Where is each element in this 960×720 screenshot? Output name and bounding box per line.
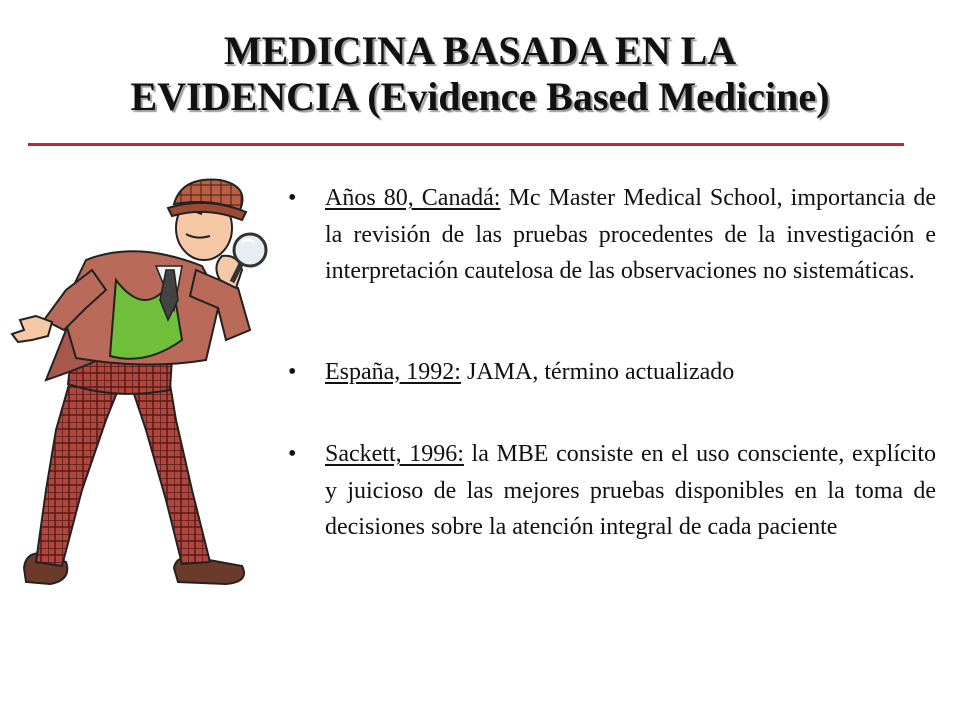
- bullet-text: la MBE consiste en el uso consciente, explícito y juicioso de las mejores pruebas disponibles en la toma de decisiones sobre la atención integral de cada paciente: [325, 441, 936, 540]
- title-divider: [28, 143, 904, 146]
- bullet-text: Mc Master Medical School, importancia de la revisión de las pruebas procedentes de la investigación e interpretación cautelosa de las observaciones no sistemáticas.: [325, 185, 936, 284]
- title-line-2: EVIDENCIA (Evidence Based Medicine): [130, 74, 830, 119]
- detective-with-magnifying-glass-icon: [6, 170, 268, 610]
- bullet-text: JAMA, término actualizado: [460, 358, 735, 385]
- bullet-item: [288, 436, 936, 546]
- bullet-item: [288, 180, 936, 290]
- bullet-list: [288, 180, 936, 546]
- bullet-item: [288, 354, 936, 391]
- slide-title: [0, 28, 960, 120]
- bullet-lead: España, 1992:: [325, 358, 461, 385]
- title-line-1: MEDICINA BASADA EN LA: [223, 28, 737, 73]
- bullet-lead: Años 80, Canadá:: [325, 185, 501, 211]
- bullet-lead: Sackett, 1996:: [325, 441, 464, 467]
